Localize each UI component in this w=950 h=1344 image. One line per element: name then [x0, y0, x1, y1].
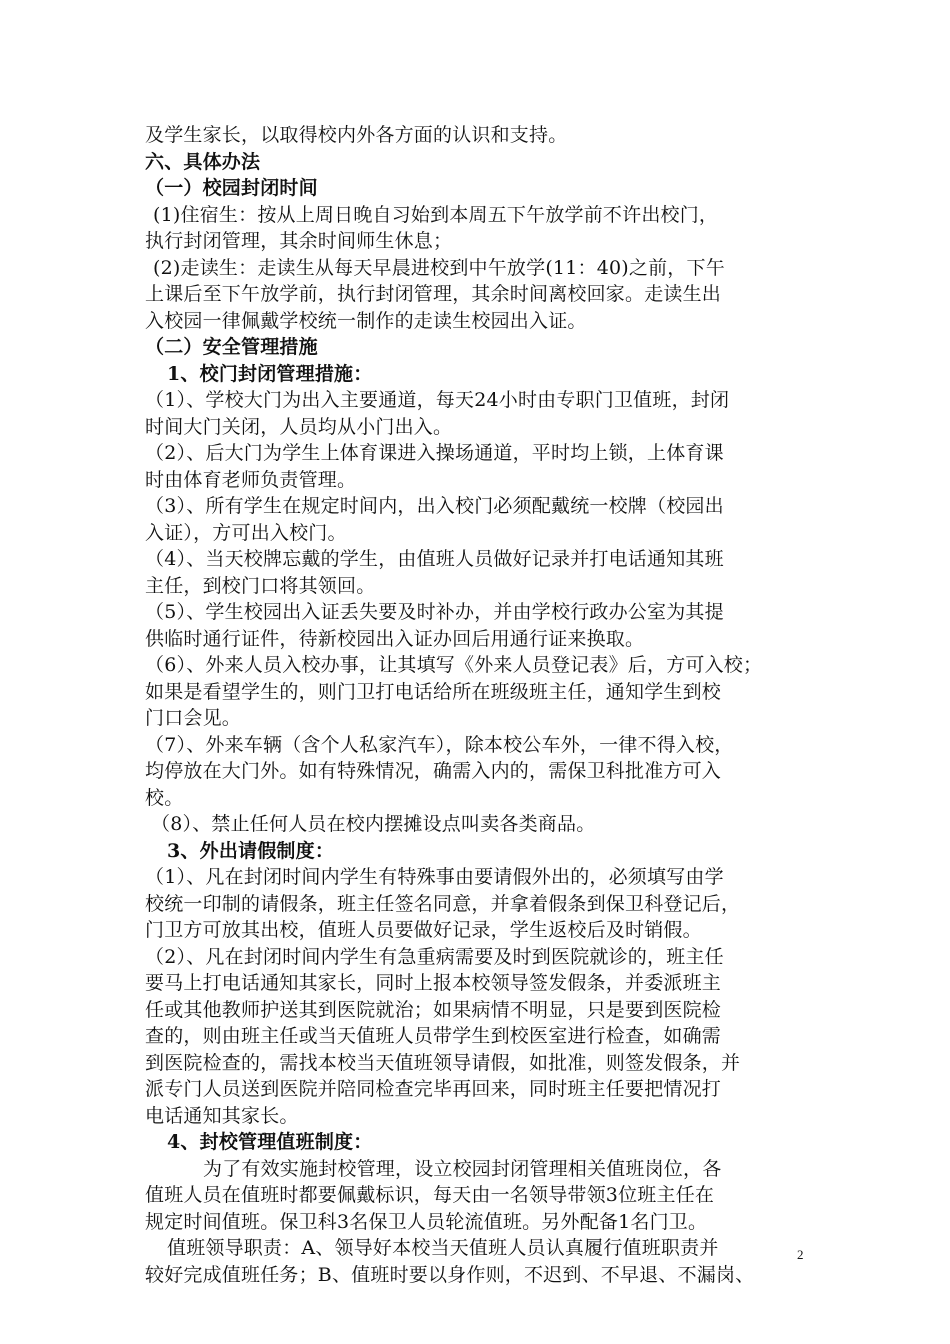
section-heading: 4、封校管理值班制度：: [167, 1131, 373, 1153]
section-heading: 3、外出请假制度：: [167, 839, 335, 862]
text-line: 要马上打电话通知其家长，同时上报本校领导签发假条，并委派班主: [145, 972, 722, 994]
text-line: 值班领导职责：A、领导好本校当天值班人员认真履行值班职责并: [167, 1237, 719, 1259]
page-number: 2: [797, 1247, 804, 1262]
text-line: 主任，到校门口将其领回。: [145, 574, 376, 597]
text-line: （5）、学生校园出入证丢失要及时补办，并由学校行政办公室为其提: [145, 601, 724, 623]
text-line: 入证），方可出入校门。: [145, 521, 347, 544]
text-line: （7）、外来车辆（含个人私家汽车），除本校公车外，一律不得入校，: [145, 733, 734, 756]
text-line: 入校园一律佩戴学校统一制作的走读生校园出入证。: [145, 309, 587, 332]
text-line: 较好完成值班任务；B、值班时要以身作则，不迟到、不早退、不漏岗、: [145, 1263, 755, 1286]
text-line: （1）、学校大门为出入主要通道，每天24小时由专职门卫值班，封闭: [145, 389, 730, 411]
text-line: 校统一印制的请假条，班主任签名同意，并拿着假条到保卫科登记后，: [145, 892, 741, 915]
text-line: 到医院检查的，需找本校当天值班领导请假，如批准，则签发假条，并: [145, 1051, 741, 1074]
text-line: 及学生家长，以取得校内外各方面的认识和支持。: [145, 124, 568, 146]
text-line: 规定时间值班。保卫科3名保卫人员轮流值班。另外配备1名门卫。: [145, 1210, 708, 1233]
text-line: 电话通知其家长。: [145, 1104, 299, 1127]
text-line: 如果是看望学生的，则门卫打电话给所在班级班主任，通知学生到校: [145, 680, 722, 703]
text-line: （3）、所有学生在规定时间内，出入校门必须配戴统一校牌（校园出: [145, 495, 724, 517]
text-line: 门口会见。: [145, 707, 242, 729]
text-line: （4）、当天校牌忘戴的学生，由值班人员做好记录并打电话通知其班: [145, 548, 724, 570]
text-line: （2）、凡在封闭时间内学生有急重病需要及时到医院就诊的，班主任: [145, 945, 724, 968]
text-line: （8）、禁止任何人员在校内摆摊设点叫卖各类商品。: [151, 813, 596, 835]
text-line: 时由体育老师负责管理。: [145, 468, 357, 491]
text-line: 执行封闭管理，其余时间师生休息；: [145, 230, 453, 252]
text-line: （1）、凡在封闭时间内学生有特殊事由要请假外出的，必须填写由学: [145, 866, 724, 888]
section-heading: 六、具体办法: [145, 150, 261, 173]
text-line: 任或其他教师护送其到医院就治；如果病情不明显，只是要到医院检: [145, 998, 722, 1021]
section-heading: （一）校园封闭时间: [145, 177, 318, 199]
text-line: (1)住宿生：按从上周日晚自习始到本周五下午放学前不许出校门，: [153, 203, 719, 226]
text-line: 校。: [145, 786, 184, 809]
text-line: 为了有效实施封校管理，设立校园封闭管理相关值班岗位，各: [203, 1157, 722, 1180]
text-line: 均停放在大门外。如有特殊情况，确需入内的，需保卫科批准方可入: [145, 760, 722, 782]
text-line: 派专门人员送到医院并陪同检查完毕再回来，同时班主任要把情况打: [145, 1078, 722, 1100]
text-line: （2）、后大门为学生上体育课进入操场通道，平时均上锁，上体育课: [145, 442, 724, 464]
section-heading: 1、校门封闭管理措施：: [167, 362, 373, 385]
text-line: 值班人员在值班时都要佩戴标识，每天由一名领导带领3位班主任在: [145, 1184, 715, 1206]
text-line: (2)走读生：走读生从每天早晨进校到中午放学(11：40)之前，下午: [153, 256, 725, 279]
document-body: [145, 122, 815, 1288]
text-line: 查的，则由班主任或当天值班人员带学生到校医室进行检查，如确需: [145, 1025, 722, 1047]
section-heading: （二）安全管理措施: [145, 336, 318, 358]
text-line: 时间大门关闭，人员均从小门出入。: [145, 415, 453, 438]
text-line: 上课后至下午放学前，执行封闭管理，其余时间离校回家。走读生出: [145, 283, 722, 305]
text-line: 门卫方可放其出校，值班人员要做好记录，学生返校后及时销假。: [145, 919, 702, 941]
text-line: 供临时通行证件，待新校园出入证办回后用通行证来换取。: [145, 627, 645, 650]
text-line: （6）、外来人员入校办事，让其填写《外来人员登记表》后，方可入校；: [145, 654, 763, 676]
